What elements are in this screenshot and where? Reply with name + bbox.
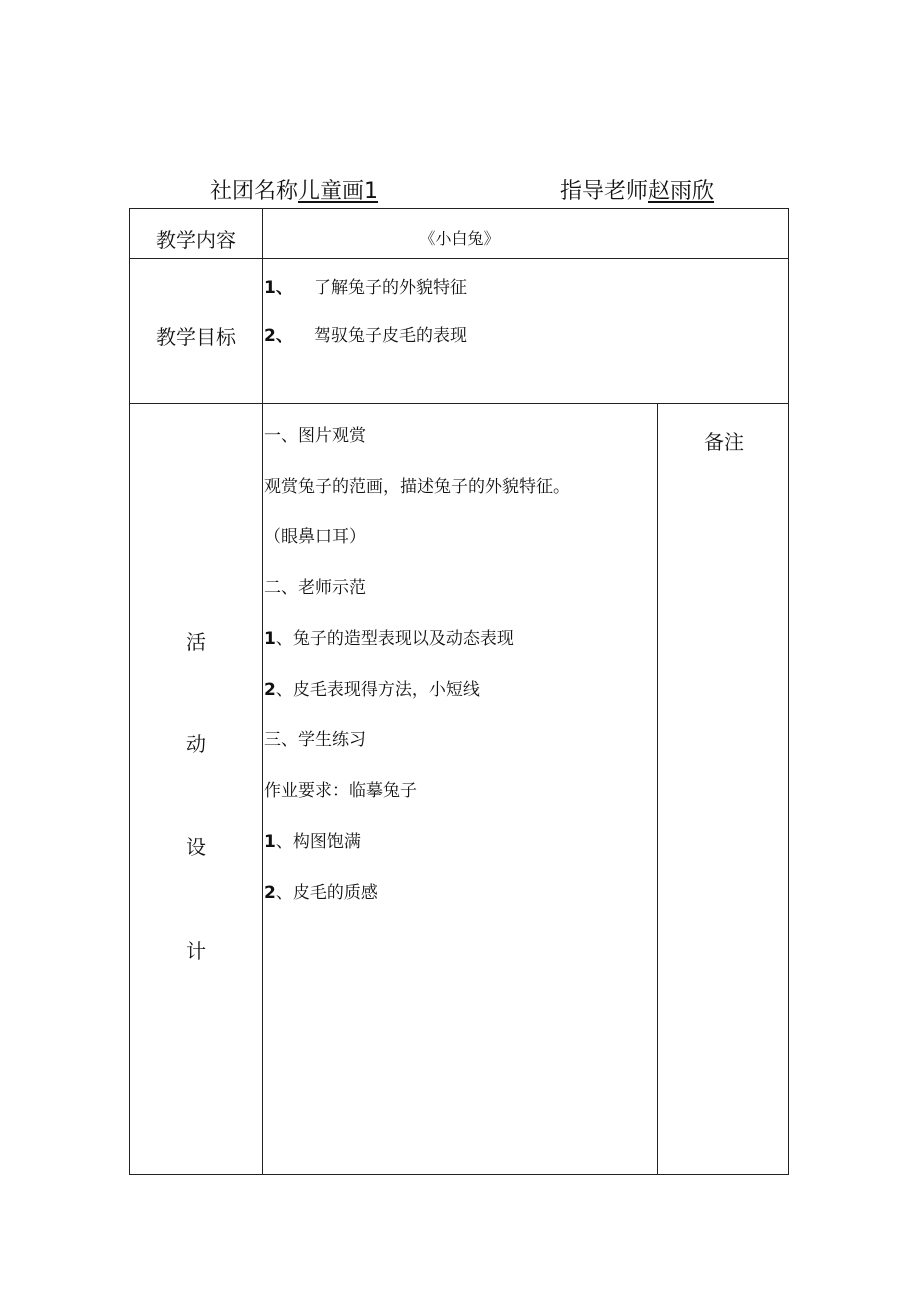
activity-line: 观赏兔子的范画，描述兔子的外貌特征。 — [264, 477, 570, 497]
goal-item: 1、 了解兔子的外貌特征 — [264, 278, 467, 298]
activity-line: 一、图片观赏 — [264, 426, 366, 446]
notes-label: 备注 — [704, 430, 744, 454]
notes-divider — [657, 403, 658, 1175]
club-name-value: 儿童画1 — [298, 179, 379, 204]
activity-label-char: 活 — [186, 630, 206, 654]
content-label: 教学内容 — [156, 228, 236, 252]
activity-line: 2、皮毛表现得方法，小短线 — [264, 680, 480, 700]
activity-line: 2、皮毛的质感 — [264, 883, 378, 903]
activity-line: 二、老师示范 — [264, 578, 366, 598]
instructor-label: 指导老师 — [560, 179, 649, 204]
row-divider — [130, 403, 788, 404]
club-name-label: 社团名称 — [210, 179, 299, 204]
instructor-value: 赵雨欣 — [648, 179, 715, 204]
activity-label-char: 动 — [186, 732, 206, 756]
goal-item: 2、 驾驭兔子皮毛的表现 — [264, 326, 467, 346]
activity-line: 1、构图饱满 — [264, 832, 361, 852]
activity-label-char: 设 — [186, 835, 206, 859]
row-divider — [130, 258, 788, 259]
goals-label: 教学目标 — [156, 325, 236, 349]
content-value: 《小白兔》 — [419, 229, 500, 248]
club-name — [210, 174, 378, 205]
lesson-plan-table — [129, 208, 789, 1175]
activity-line: 1、兔子的造型表现以及动态表现 — [264, 629, 514, 649]
activity-line: 作业要求：临摹兔子 — [264, 781, 417, 801]
activity-line: 三、学生练习 — [264, 730, 366, 750]
activity-label-char: 计 — [186, 939, 206, 963]
instructor — [560, 174, 714, 205]
column-divider — [262, 209, 263, 1175]
activity-line: （眼鼻口耳） — [264, 527, 366, 547]
document-header — [0, 174, 920, 210]
